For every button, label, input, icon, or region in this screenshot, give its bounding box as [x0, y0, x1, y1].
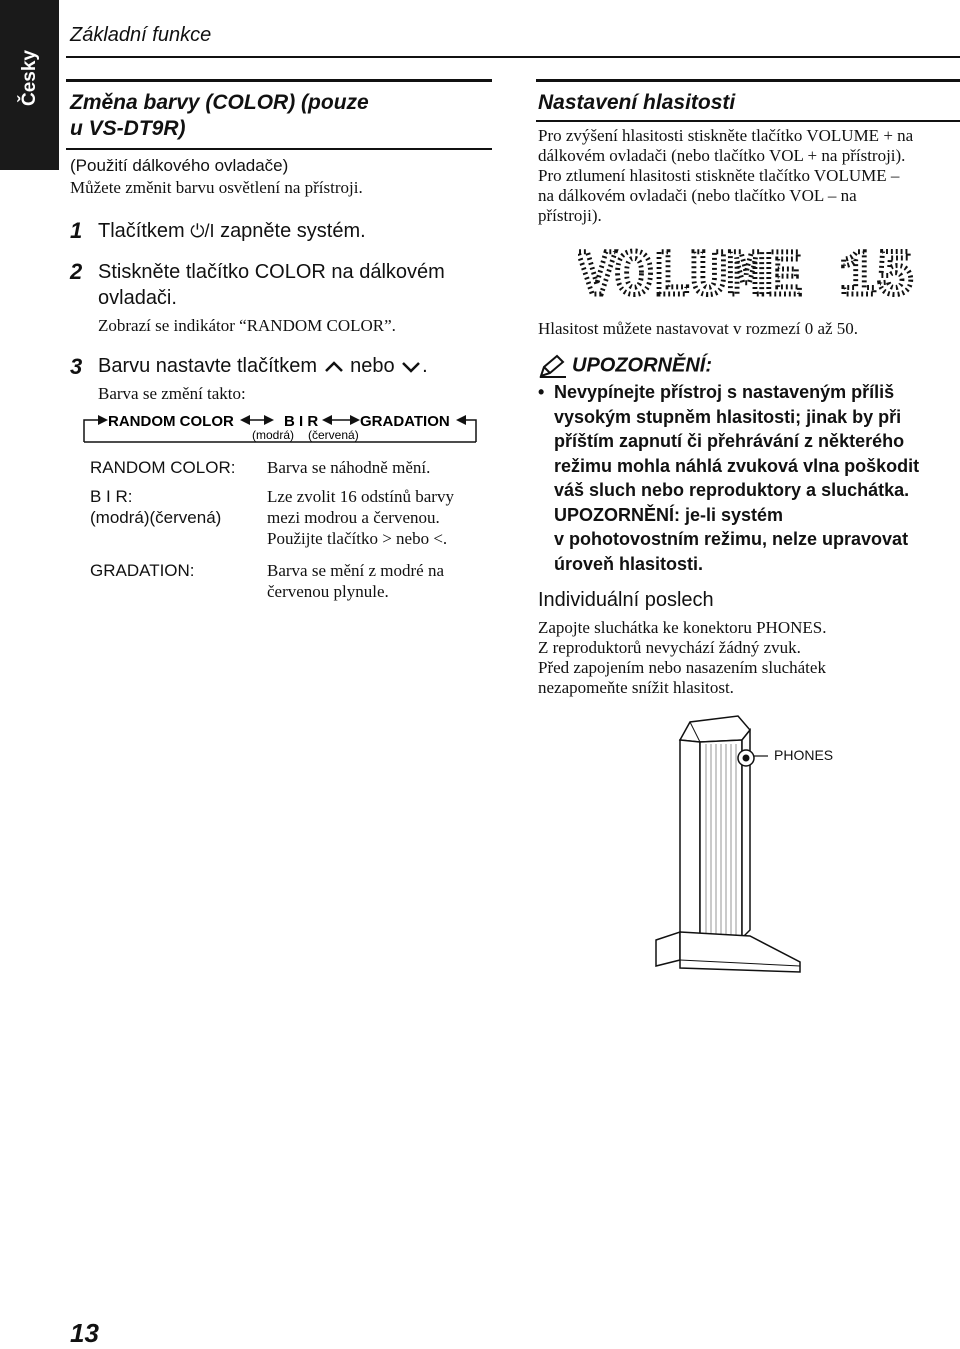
mode-desc-gradation-line2: červenou plynule.	[267, 582, 389, 601]
step-2	[98, 259, 445, 311]
color-heading-line1: Změna barvy (COLOR) (pouze	[70, 91, 369, 114]
volume-display	[578, 244, 918, 300]
header-rule	[66, 56, 960, 58]
flow-gradation: GRADATION	[360, 413, 450, 430]
language-tab-label: Česky	[18, 50, 40, 106]
caution-line1: Nevypínejte přístroj s nastaveným příliš	[554, 382, 895, 402]
step-2-line1: Stiskněte tlačítko COLOR na dálkovém	[98, 261, 445, 283]
step-3: Barvu nastavte tlačítkem nebo .	[98, 355, 428, 377]
caution-title-row	[538, 354, 712, 378]
left-heading-rule	[66, 79, 492, 82]
caution-line4: režimu mohla náhlá zvuková vlna poškodit	[554, 455, 920, 476]
caution-line7: v pohotovostním režimu, nelze upravovat	[554, 529, 909, 549]
remote-subheading: (Použití dálkového ovladače)	[70, 156, 289, 175]
step-1-number: 1	[70, 218, 83, 243]
volume-paragraph-line4: na dálkovém ovladači (nebo tlačítko VOL – na	[538, 186, 857, 205]
caution-line8: úroveň hlasitosti.	[554, 553, 704, 574]
mode-label-gradation: GRADATION:	[90, 561, 195, 580]
mode-desc-blue-red-line3: Použijte tlačítko > nebo <.	[267, 529, 448, 548]
left-subheading-rule	[66, 148, 492, 150]
mode-label-blue-red-line1: B I R:	[90, 487, 133, 506]
flow-blue-caption: (modrá)	[252, 428, 295, 442]
page-header: Základní funkce	[70, 24, 212, 46]
flow-random-color: RANDOM COLOR	[108, 413, 234, 430]
mode-desc-blue-red-line1: Lze zvolit 16 odstínů barvy	[267, 487, 454, 506]
step-3-text: Barvu nastavte tlačítkem	[98, 355, 317, 377]
caution-title: UPOZORNĚNÍ:	[572, 354, 712, 377]
step-1-text: Tlačítkem	[98, 220, 185, 242]
step-2-line2: ovladači.	[98, 287, 177, 309]
power-icon: ⏻/I	[190, 221, 215, 241]
page-number: 13	[70, 1318, 99, 1348]
listening-line4: nezapomeňte snížit hlasitost.	[538, 678, 734, 697]
mode-desc-gradation-line1: Barva se mění z modré na	[267, 561, 445, 580]
mode-desc-gradation	[267, 560, 444, 602]
mode-label-blue-red-line2: (modrá)(červená)	[90, 508, 222, 527]
volume-paragraph-line5: přístroji).	[538, 206, 602, 225]
step-3-or: nebo	[350, 355, 395, 377]
listening-line1: Zapojte sluchátka ke konektoru PHONES.	[538, 618, 827, 637]
listening-line3: Před zapojením nebo nasazením sluchátek	[538, 658, 826, 677]
volume-paragraph-line2: dálkovém ovladači (nebo tlačítko VOL + na přístroji).	[538, 146, 906, 165]
step-2-number: 2	[70, 259, 83, 284]
mode-desc-blue-red	[267, 486, 454, 549]
listening-line2: Z reproduktorů nevychází žádný zvuk.	[538, 638, 801, 657]
volume-range-note: Hlasitost můžete nastavovat v rozmezí 0 až 50.	[538, 319, 859, 338]
volume-paragraph	[538, 126, 913, 226]
step-3-number: 3	[70, 354, 83, 379]
caution-line6: UPOZORNĚNÍ: je-li systém	[554, 504, 784, 525]
step-1-text-end: zapněte systém.	[220, 220, 366, 242]
flow-blue-red: B I R	[284, 413, 319, 430]
caution-pencil-icon	[538, 354, 568, 378]
listening-text	[538, 618, 826, 698]
volume-paragraph-line3: Pro ztlumení hlasitosti stiskněte tlačítko VOLUME –	[538, 166, 900, 185]
volume-heading: Nastavení hlasitosti	[538, 91, 736, 114]
volume-display-text: VOLUME 15	[578, 244, 914, 300]
caution-line5: váš sluch nebo reproduktory a sluchátka.	[554, 480, 910, 500]
mode-label-random: RANDOM COLOR:	[90, 458, 236, 477]
mode-label-blue-red	[90, 486, 221, 528]
step-1	[98, 218, 366, 244]
mode-desc-random: Barva se náhodně mění.	[267, 458, 431, 477]
step-3-note: Barva se změní takto:	[98, 384, 246, 403]
listening-heading: Individuální poslech	[538, 589, 714, 611]
up-caret-icon	[323, 359, 345, 375]
color-flow-diagram	[82, 408, 482, 448]
language-tab	[0, 0, 59, 170]
color-heading	[70, 90, 369, 142]
caution-text	[554, 380, 919, 576]
color-heading-line2: u VS-DT9R)	[70, 117, 186, 140]
right-subheading-rule	[536, 120, 960, 122]
mode-desc-blue-red-line2: mezi modrou a červenou.	[267, 508, 440, 527]
phones-label: PHONES	[774, 747, 834, 763]
caution-line2: vysokým stupněm hlasitosti; jinak by při	[554, 406, 902, 427]
down-caret-icon	[400, 359, 422, 375]
step-2-note: Zobrazí se indikátor “RANDOM COLOR”.	[98, 316, 396, 335]
caution-line3: příštím zapnutí či přehrávání z některého	[554, 431, 905, 451]
bullet-icon: •	[538, 382, 545, 402]
flow-red-caption: (červená)	[308, 428, 359, 442]
right-heading-rule	[536, 79, 960, 82]
color-intro: Můžete změnit barvu osvětlení na přístroji.	[70, 178, 363, 197]
volume-paragraph-line1: Pro zvýšení hlasitosti stiskněte tlačítko VOLUME + na	[538, 126, 914, 145]
